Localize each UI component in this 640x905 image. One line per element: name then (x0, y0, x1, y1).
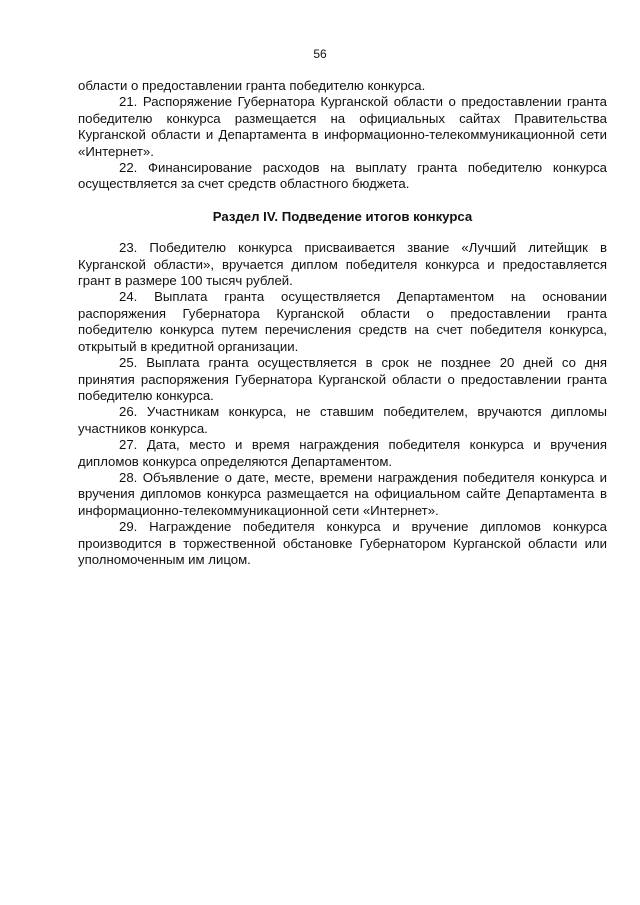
page-number: 56 (313, 47, 327, 61)
paragraph-22: 22. Финансирование расходов на выплату гранта победителю конкурса осуществляется за счет средств областного бюджета. (78, 160, 607, 192)
paragraph-28: 28. Объявление о дате, месте, времени награждения победителя конкурса и вручения дипломов конкурса размещается на официальном сайте Департамента в информационно-телекоммуникационной сети «Интернет». (78, 469, 607, 518)
section-title: Раздел IV. Подведение итогов конкурса (212, 208, 473, 224)
paragraph-29: 29. Награждение победителя конкурса и вручение дипломов конкурса производится в торжественной обстановке Губернатором Курганской области или уполномоченным им лицом. (78, 519, 607, 567)
paragraph-continuation: области о предоставлении гранта победителю конкурса. (78, 78, 426, 93)
paragraph-27: 27. Дата, место и время награждения победителя конкурса и вручения дипломов конкурса определяются Департаментом. (78, 437, 607, 469)
paragraph-23: 23. Победителю конкурса присваивается звание «Лучший литейщик в Курганской области», вручается диплом победителя конкурса и предоставляется грант в размере 100 тысяч рублей. (78, 240, 607, 289)
paragraph-25: 25. Выплата гранта осуществляется в срок не позднее 20 дней со дня принятия распоряжения Губернатора Курганской области о предоставлении гранта победителю конкурса. (78, 355, 607, 403)
document-body (78, 78, 607, 568)
paragraph-21: 21. Распоряжение Губернатора Курганской области о предоставлении гранта победителю конкурса размещается на официальных сайтах Правительства Курганской области и Департамента в информационно-телекоммуникационной сети «Интернет». (78, 94, 607, 159)
paragraph-24: 24. Выплата гранта осуществляется Департаментом на основании распоряжения Губернатора Курганской области о предоставлении гранта победителю конкурса путем перечисления средств на счет победителя конкурса, открытый в кредитной организации. (78, 289, 607, 354)
paragraph-26: 26. Участникам конкурса, не ставшим победителем, вручаются дипломы участников конкурса. (78, 404, 607, 436)
